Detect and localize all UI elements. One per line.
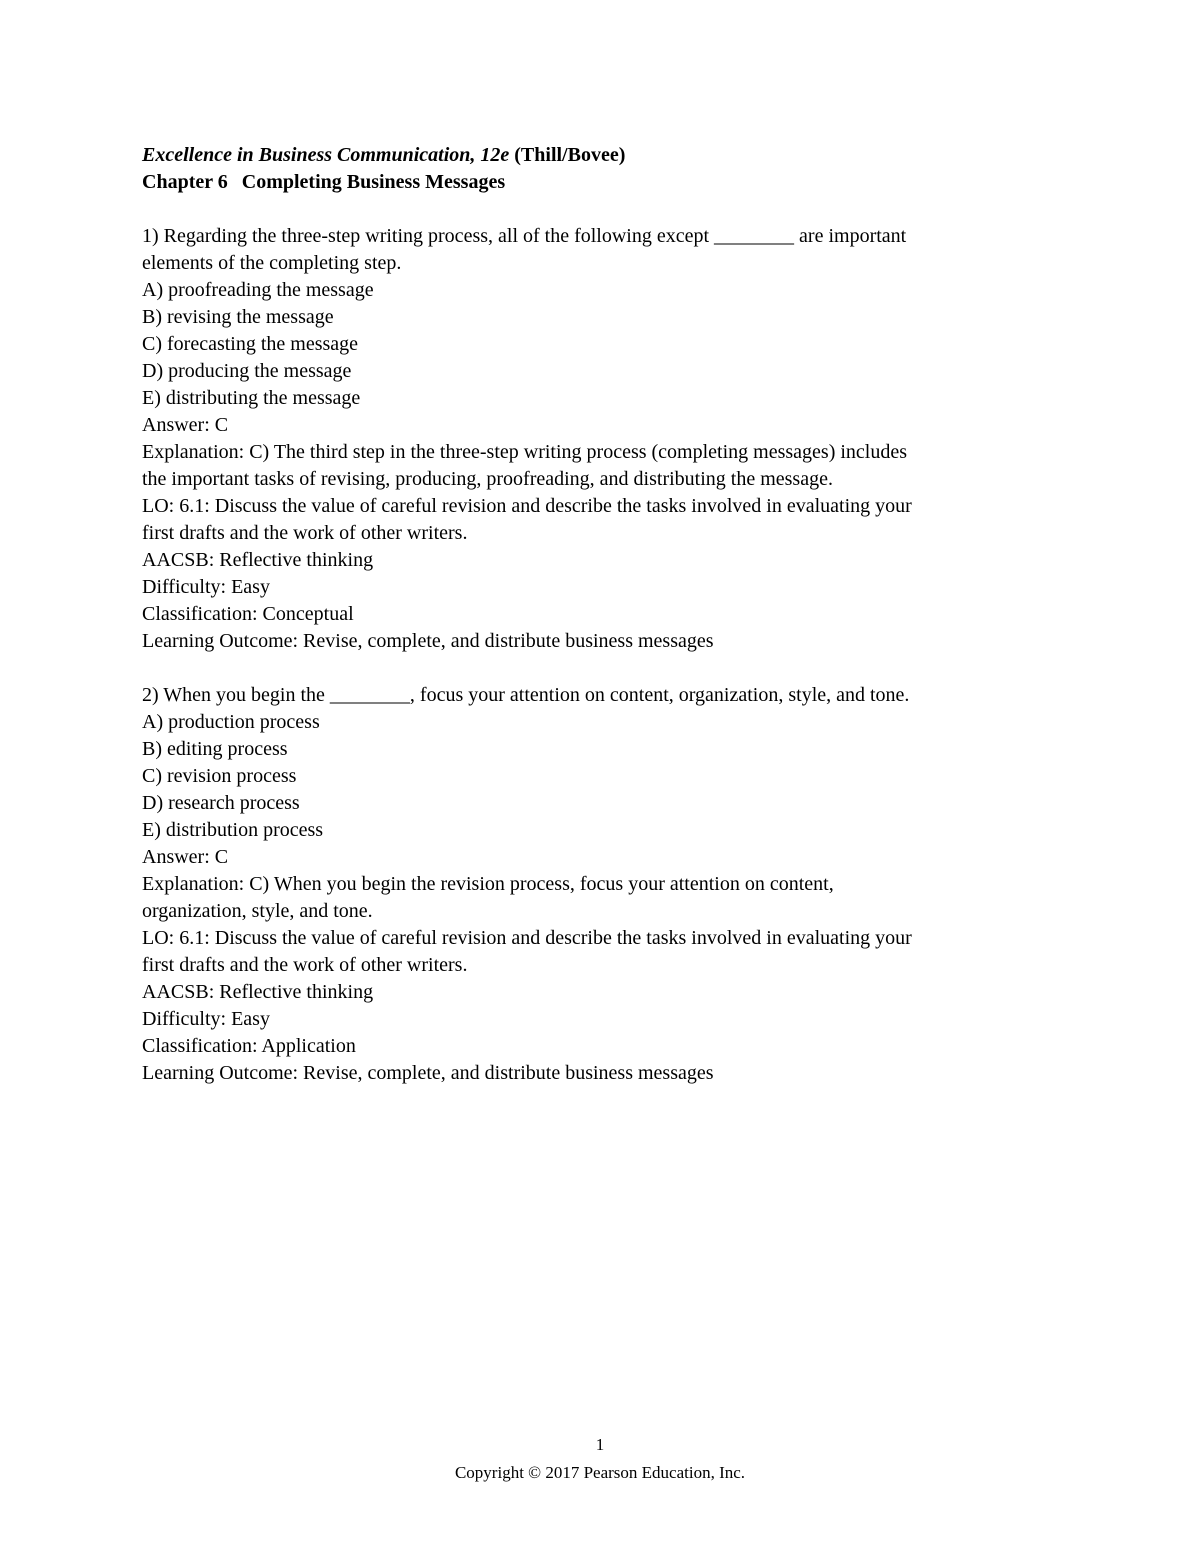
- explanation-continued: organization, style, and tone.: [142, 900, 373, 922]
- option-e: E) distributing the message: [142, 387, 361, 409]
- option-b: B) editing process: [142, 738, 288, 760]
- answer: Answer: C: [142, 414, 229, 436]
- copyright-notice: Copyright © 2017 Pearson Education, Inc.: [454, 1463, 746, 1482]
- question-2: [142, 682, 1062, 1087]
- document-title: [142, 142, 1062, 169]
- learning-objective-continued: first drafts and the work of other writers.: [142, 522, 468, 544]
- classification: Classification: Conceptual: [142, 603, 354, 625]
- document-page: [142, 142, 1062, 1114]
- learning-objective-continued: first drafts and the work of other writers.: [142, 954, 468, 976]
- learning-outcome: Learning Outcome: Revise, complete, and distribute business messages: [142, 630, 714, 652]
- question-stem: 2) When you begin the ________, focus your attention on content, organization, style, and tone.: [142, 684, 910, 706]
- question-stem-continued: elements of the completing step.: [142, 252, 402, 274]
- aacsb: AACSB: Reflective thinking: [142, 549, 374, 571]
- question-stem: 1) Regarding the three-step writing process, all of the following except ________ are important: [142, 225, 907, 247]
- classification: Classification: Application: [142, 1035, 356, 1057]
- option-a: A) proofreading the message: [142, 279, 374, 301]
- option-b: B) revising the message: [142, 306, 334, 328]
- answer: Answer: C: [142, 846, 229, 868]
- option-d: D) research process: [142, 792, 300, 814]
- option-d: D) producing the message: [142, 360, 352, 382]
- explanation-continued: the important tasks of revising, producing, proofreading, and distributing the message.: [142, 468, 833, 490]
- explanation: Explanation: C) When you begin the revision process, focus your attention on content,: [142, 873, 834, 895]
- question-1: [142, 223, 1062, 655]
- chapter-title: Completing Business Messages: [241, 171, 506, 193]
- option-c: C) revision process: [142, 765, 297, 787]
- difficulty: Difficulty: Easy: [142, 576, 270, 598]
- difficulty: Difficulty: Easy: [142, 1008, 270, 1030]
- chapter-number: Chapter 6: [142, 171, 228, 193]
- option-e: E) distribution process: [142, 819, 324, 841]
- option-c: C) forecasting the message: [142, 333, 359, 355]
- page-number: 1: [595, 1435, 605, 1454]
- option-a: A) production process: [142, 711, 320, 733]
- explanation: Explanation: C) The third step in the three-step writing process (completing messages) includes: [142, 441, 907, 463]
- learning-outcome: Learning Outcome: Revise, complete, and distribute business messages: [142, 1062, 714, 1084]
- learning-objective: LO: 6.1: Discuss the value of careful revision and describe the tasks involved in evaluating your: [142, 927, 912, 949]
- book-authors: (Thill/Bovee): [509, 144, 626, 166]
- learning-objective: LO: 6.1: Discuss the value of careful revision and describe the tasks involved in evaluating your: [142, 495, 912, 517]
- aacsb: AACSB: Reflective thinking: [142, 981, 374, 1003]
- chapter-heading: [142, 169, 1062, 196]
- book-title: Excellence in Business Communication, 12e: [142, 144, 510, 166]
